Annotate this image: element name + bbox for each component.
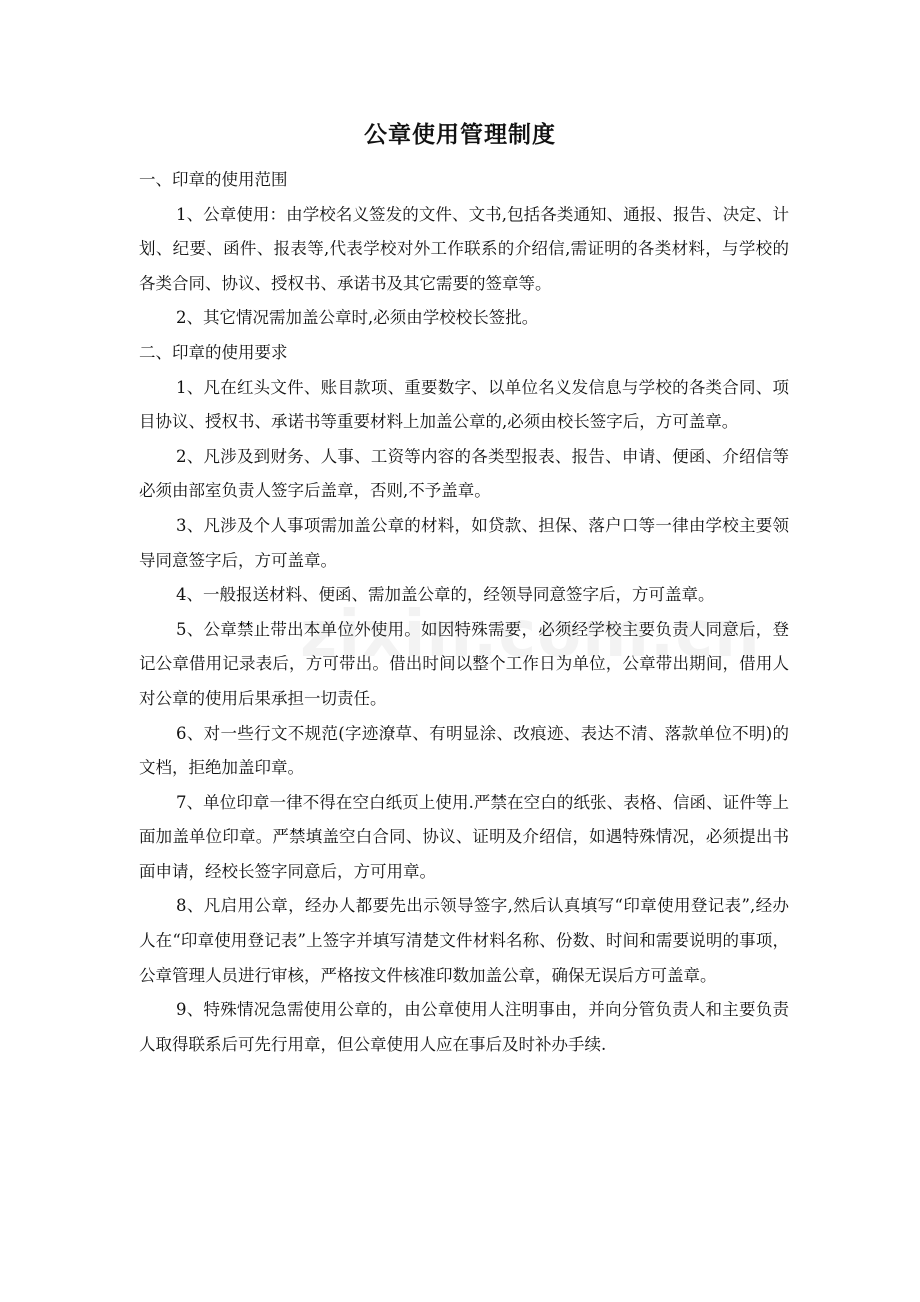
paragraph: 2、凡涉及到财务、人事、工资等内容的各类型报表、报告、申请、便函、介绍信等必须由部室负责人签字后盖章，否则,不予盖章。 — [139, 446, 789, 501]
paragraph: 5、公章禁止带出本单位外使用。如因特殊需要，必须经学校主要负责人同意后，登记公章借用记录表后，方可带出。借出时间以整个工作日为单位，公章带出期间，借用人对公章的使用后果承担一切责任。 — [139, 619, 789, 708]
paragraph: 7、单位印章一律不得在空白纸页上使用.严禁在空白的纸张、表格、信函、证件等上面加盖单位印章。严禁填盖空白合同、协议、证明及介绍信，如遇特殊情况，必须提出书面申请，经校长签字同意后，方可用章。 — [139, 792, 789, 881]
paragraph: 4、一般报送材料、便函、需加盖公章的，经领导同意签字后，方可盖章。 — [176, 585, 715, 605]
paragraph: 1、公章使用：由学校名义签发的文件、文书,包括各类通知、通报、报告、决定、计划、纪要、函件、报表等,代表学校对外工作联系的介绍信,需证明的各类材料，与学校的各类合同、协议、授权书、承诺书及其它需要的签章等。 — [139, 204, 789, 293]
document-title: 公章使用管理制度 — [364, 122, 556, 148]
paragraph: 3、凡涉及个人事项需加盖公章的材料，如贷款、担保、落户口等一律由学校主要领导同意签字后，方可盖章。 — [139, 515, 789, 570]
document-body — [139, 163, 789, 1062]
section-heading: 一、印章的使用范围 — [139, 170, 288, 189]
paragraph: 1、凡在红头文件、账目款项、重要数字、以单位名义发信息与学校的各类合同、项目协议、授权书、承诺书等重要材料上加盖公章的,必须由校长签字后，方可盖章。 — [139, 377, 789, 432]
paragraph: 6、对一些行文不规范(字迹潦草、有明显涂、改痕迹、表达不清、落款单位不明)的文档，拒绝加盖印章。 — [139, 723, 789, 778]
section-heading: 二、印章的使用要求 — [139, 342, 288, 362]
paragraph: 2、其它情况需加盖公章时,必须由学校校长签批。 — [176, 308, 539, 328]
paragraph: 9、特殊情况急需使用公章的，由公章使用人注明事由，并向分管负责人和主要负责人取得联系后可先行用章，但公章使用人应在事后及时补办手续. — [139, 1000, 789, 1054]
paragraph: 8、凡启用公章，经办人都要先出示领导签字,然后认真填写“印章使用登记表”,经办人在“印章使用登记表”上签字并填写清楚文件材料名称、份数、时间和需要说明的事项，公章管理人员进行审核，严格按文件核准印数加盖公章，确保无误后方可盖章。 — [139, 896, 789, 985]
